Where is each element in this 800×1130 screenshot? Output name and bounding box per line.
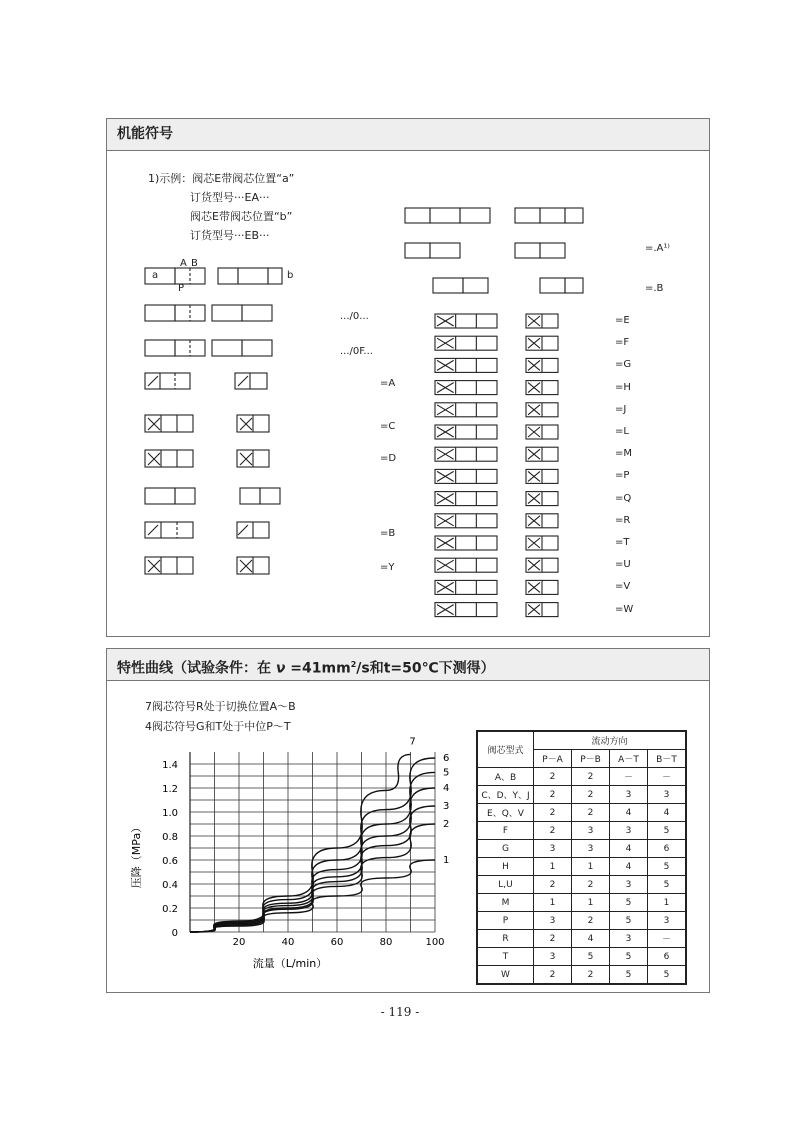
flow-value-cell: 3 (572, 822, 610, 840)
table-row (477, 966, 686, 985)
spool-type-cell: F (477, 822, 534, 840)
example-line-1: 1)示例：阀芯E带阀芯位置“a” (148, 172, 295, 185)
suffix-0: .../0... (340, 311, 369, 322)
example-line-2: 订货型号···EA··· (190, 191, 270, 204)
flow-value-cell: 2 (572, 912, 610, 930)
left-valve-symbols (140, 250, 340, 590)
x-tick-label: 40 (281, 937, 295, 948)
cross-mark (528, 494, 540, 504)
series-label-7: 7 (409, 736, 416, 748)
flow-value-cell: 5 (648, 876, 687, 894)
code-Y: =Y (380, 562, 395, 573)
cross-mark (437, 360, 454, 370)
cross-mark (528, 516, 540, 526)
flow-value-cell: 4 (610, 858, 648, 876)
table-row (477, 822, 686, 840)
cross-mark (528, 316, 540, 326)
table-row (477, 786, 686, 804)
curves-title-rest: =41mm (285, 660, 351, 677)
code-right-3: =H (615, 381, 631, 393)
flow-value-cell: 3 (610, 930, 648, 948)
code-right-13: =W (615, 603, 634, 615)
y-tick-label: 1.0 (162, 808, 178, 819)
flow-value-cell: 1 (648, 894, 687, 912)
flow-value-cell: 1 (572, 858, 610, 876)
code-D: =D (380, 453, 397, 464)
cross-mark (528, 360, 540, 370)
code-right-12: =V (615, 581, 631, 593)
spool-type-cell: T (477, 948, 534, 966)
flow-value-cell: 5 (648, 822, 687, 840)
flow-value-cell: 1 (572, 894, 610, 912)
spool-type-cell: M (477, 894, 534, 912)
port-A-label: A (180, 258, 187, 269)
flow-value-cell: － (648, 930, 687, 948)
cross-mark (528, 383, 540, 393)
code-right-4: =J (615, 403, 627, 415)
table-row (477, 804, 686, 822)
flow-value-cell: 5 (610, 912, 648, 930)
cross-mark (528, 605, 540, 615)
cross-mark (437, 427, 454, 437)
cross-mark (528, 405, 540, 415)
cross-mark (528, 449, 540, 459)
flow-value-cell: 2 (534, 876, 572, 894)
y-tick-label: 0.8 (162, 832, 178, 843)
flow-value-cell: 3 (610, 786, 648, 804)
flow-value-cell: 4 (572, 930, 610, 948)
section-header-symbols (106, 118, 710, 151)
flow-value-cell: 4 (648, 804, 687, 822)
flow-value-cell: 5 (648, 966, 687, 985)
flow-value-cell: 2 (534, 786, 572, 804)
code-B: =B (380, 528, 396, 539)
y-tick-label: 0.4 (162, 880, 178, 891)
flow-value-cell: 3 (610, 822, 648, 840)
series-label-5: 5 (443, 767, 450, 779)
flow-value-cell: 2 (572, 966, 610, 985)
x-tick-label: 20 (232, 937, 246, 948)
y-axis-label: 压降（MPa） (130, 821, 143, 889)
curves-title-end: /s和t=50℃下测得） (356, 660, 495, 677)
flow-value-cell: 5 (648, 858, 687, 876)
cross-mark (437, 560, 454, 570)
table-row (477, 930, 686, 948)
curve-note-1: 7阀芯符号R处于切换位置A～B (145, 700, 296, 713)
code-right-8: =Q (615, 492, 632, 504)
code-right-2: =G (615, 359, 632, 371)
port-b-label: b (287, 270, 294, 281)
example-line-4: 订货型号···EB··· (190, 229, 270, 242)
series-label-4: 4 (443, 783, 450, 794)
curves-title-main: 特性曲线（试验条件：在 (117, 660, 276, 677)
cross-mark (528, 427, 540, 437)
x-tick-label: 100 (425, 937, 445, 948)
flow-value-cell: 3 (572, 840, 610, 858)
spool-type-cell: E、Q、V (477, 804, 534, 822)
cross-mark (437, 516, 454, 526)
flow-value-cell: 2 (572, 786, 610, 804)
page-number: - 119 - (380, 1005, 420, 1019)
spool-type-cell: H (477, 858, 534, 876)
table-row (477, 894, 686, 912)
flow-value-cell: 3 (648, 786, 687, 804)
curves-title-nu: ν (275, 660, 286, 677)
series-label-6: 6 (443, 753, 450, 764)
flow-value-cell: 3 (534, 948, 572, 966)
y-tick-label: 1.4 (162, 760, 178, 771)
spool-type-cell: G (477, 840, 534, 858)
x-tick-label: 80 (379, 937, 393, 948)
flow-value-cell: 2 (534, 822, 572, 840)
spool-type-cell: P (477, 912, 534, 930)
flow-value-cell: － (610, 768, 648, 786)
spool-type-cell: C、D、Y、J (477, 786, 534, 804)
cross-mark (528, 560, 540, 570)
flow-value-cell: 2 (534, 768, 572, 786)
cross-mark (437, 316, 454, 326)
code-A: =A (380, 378, 396, 389)
table-row (477, 948, 686, 966)
code-right-9: =R (615, 514, 631, 526)
flow-value-cell: 2 (534, 804, 572, 822)
spool-type-cell: A、B (477, 768, 534, 786)
flow-value-cell: 2 (534, 930, 572, 948)
flow-value-cell: － (648, 768, 687, 786)
curve-note-2: 4阀芯符号G和T处于中位P～T (145, 720, 291, 733)
flow-col-header: P－A (534, 750, 572, 768)
table-row (477, 840, 686, 858)
code-right-11: =U (615, 559, 631, 571)
flow-value-cell: 5 (610, 948, 648, 966)
flow-table-direction-header: 流动方向 (534, 731, 687, 750)
flow-value-cell: 4 (610, 840, 648, 858)
table-row (477, 912, 686, 930)
section-title: 机能符号 (117, 126, 173, 142)
cross-mark (437, 494, 454, 504)
table-row (477, 876, 686, 894)
flow-col-header: P－B (572, 750, 610, 768)
flow-value-cell: 5 (610, 894, 648, 912)
flow-value-cell: 1 (534, 858, 572, 876)
flow-col-header: A－T (610, 750, 648, 768)
flow-value-cell: 5 (572, 948, 610, 966)
x-axis-label: 流量（L/min） (252, 957, 328, 970)
cross-mark (437, 383, 454, 393)
code-right-1: =F (615, 337, 630, 349)
flow-table (476, 730, 687, 985)
table-row (477, 768, 686, 786)
curves-title-sup: 2 (350, 660, 357, 669)
flow-value-cell: 2 (534, 966, 572, 985)
flow-col-header: B－T (648, 750, 687, 768)
flow-table-spool-header: 阀芯型式 (477, 731, 534, 768)
cross-mark (528, 538, 540, 548)
cross-mark (437, 449, 454, 459)
flow-value-cell: 2 (572, 876, 610, 894)
cross-mark (437, 605, 454, 615)
cross-mark (437, 582, 454, 592)
y-tick-label: 1.2 (162, 784, 178, 795)
code-right-0: =E (615, 315, 630, 326)
code-A1: =.A¹⁾ (645, 243, 670, 254)
code-right-6: =M (615, 448, 633, 460)
cross-mark (528, 582, 540, 592)
flow-value-cell: 6 (648, 840, 687, 858)
y-tick-label: 0.6 (162, 856, 178, 867)
y-tick-label: 0 (171, 928, 178, 939)
port-a-label: a (152, 270, 159, 281)
flow-value-cell: 3 (534, 840, 572, 858)
section-header-curves (106, 648, 710, 681)
flow-value-cell: 2 (572, 768, 610, 786)
cross-mark (528, 338, 540, 348)
cross-mark (437, 338, 454, 348)
cross-mark (528, 471, 540, 481)
series-label-3: 3 (443, 801, 450, 812)
spool-type-cell: W (477, 966, 534, 985)
port-B-label: B (191, 258, 198, 269)
flow-value-cell: 1 (534, 894, 572, 912)
code-right-5: =L (615, 426, 629, 437)
flow-value-cell: 4 (610, 804, 648, 822)
code-B-top: =.B (645, 283, 664, 294)
suffix-0F: .../0F... (340, 346, 373, 357)
cross-mark (437, 538, 454, 548)
flow-value-cell: 3 (534, 912, 572, 930)
y-tick-label: 0.2 (162, 904, 178, 915)
flow-value-cell: 3 (648, 912, 687, 930)
code-right-10: =T (615, 537, 630, 548)
example-line-3: 阀芯E带阀芯位置“b” (190, 210, 293, 223)
right-valve-symbols (400, 195, 600, 620)
code-C: =C (380, 421, 396, 432)
pressure-flow-chart (120, 735, 460, 975)
flow-value-cell: 5 (610, 966, 648, 985)
table-row (477, 858, 686, 876)
port-P-label: P (178, 283, 185, 294)
series-label-1: 1 (443, 855, 450, 866)
code-right-7: =P (615, 470, 630, 482)
flow-value-cell: 3 (610, 876, 648, 894)
flow-value-cell: 6 (648, 948, 687, 966)
spool-type-cell: L,U (477, 876, 534, 894)
spool-type-cell: R (477, 930, 534, 948)
x-tick-label: 60 (330, 937, 344, 948)
series-label-2: 2 (443, 819, 450, 830)
flow-value-cell: 2 (572, 804, 610, 822)
cross-mark (437, 405, 454, 415)
cross-mark (437, 471, 454, 481)
